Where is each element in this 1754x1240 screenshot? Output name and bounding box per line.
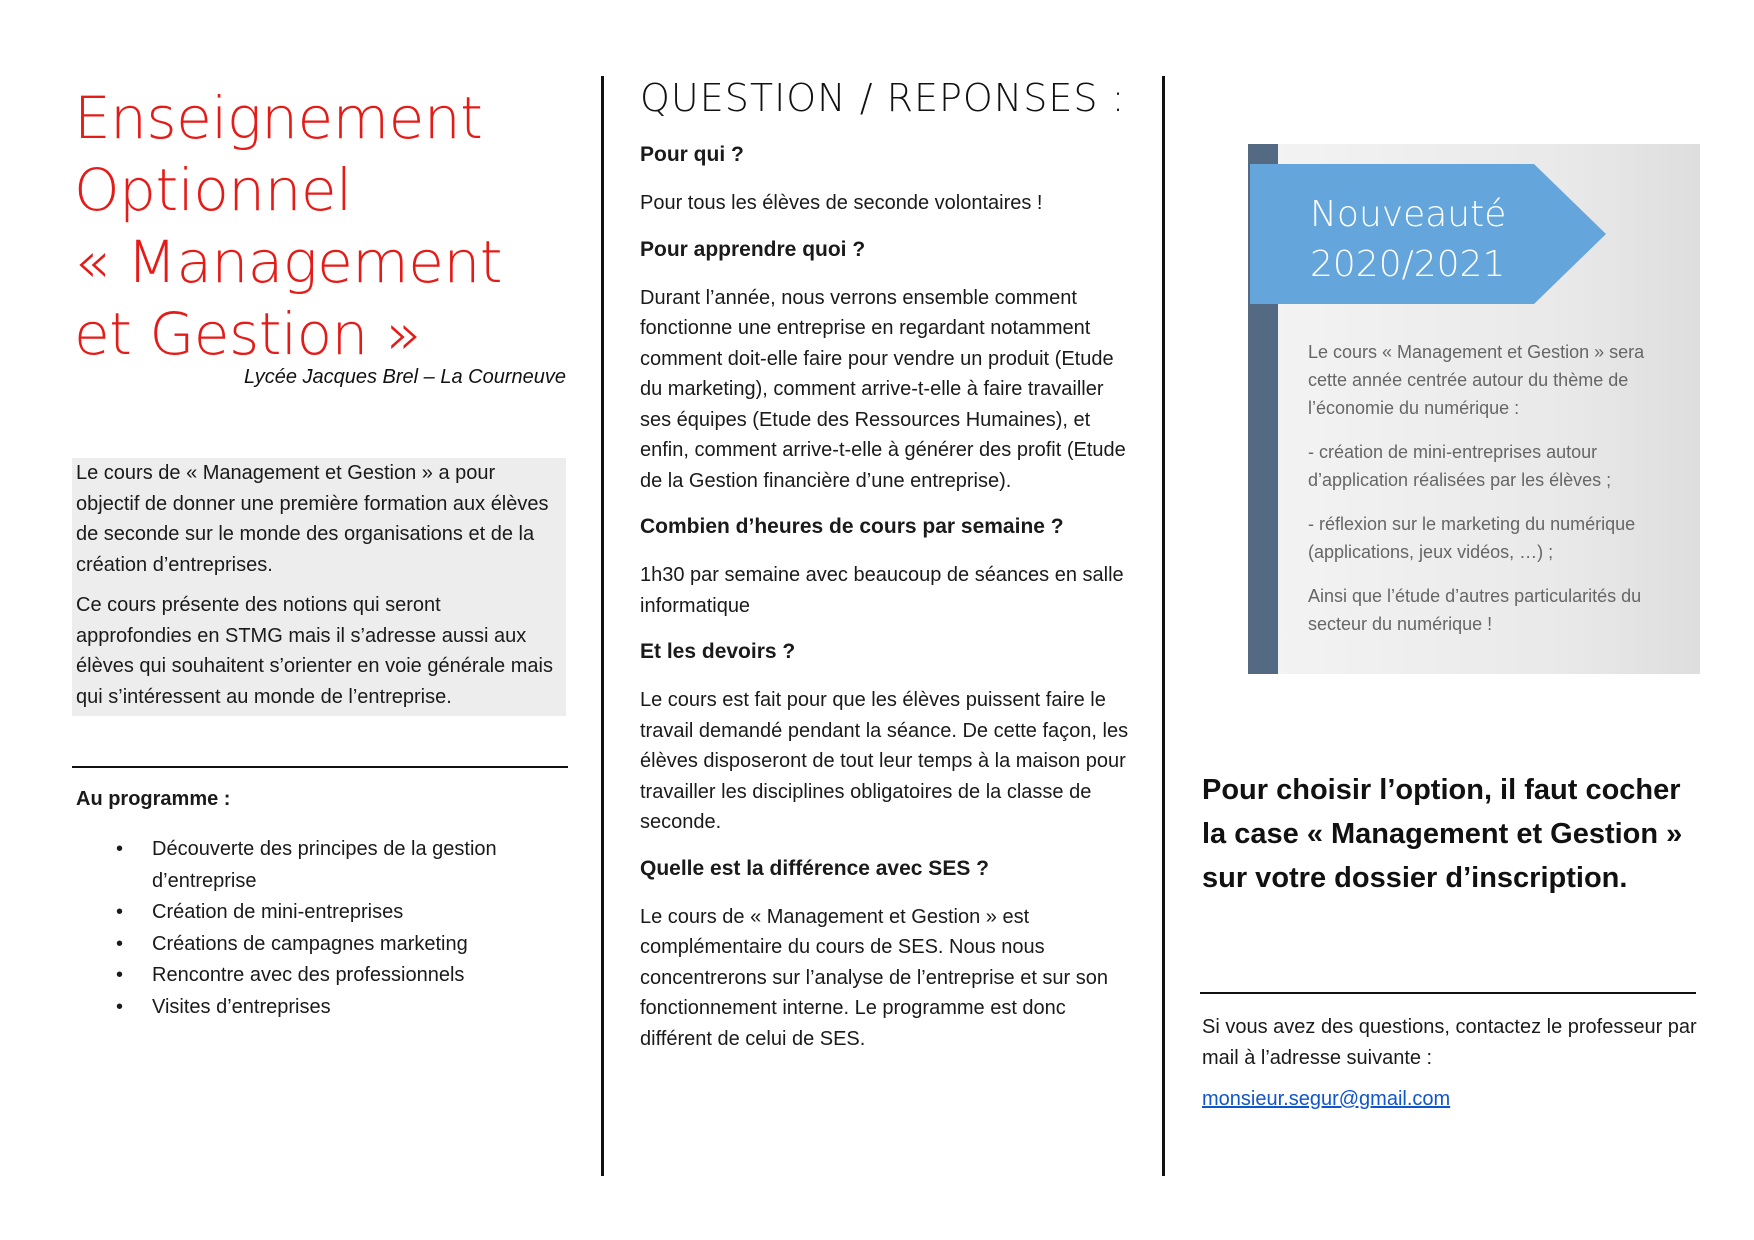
list-item [76,992,556,1024]
list-item-text: Créations de campagnes marketing [152,932,468,955]
banner-label [1310,190,1506,290]
bullet-icon: • [116,932,124,955]
answer: Le cours est fait pour que les élèves puissent faire le travail demandé pendant la séance. De cette façon, les élèves disposeront de tout leur temps à la maison pour travailler les disciplines obligatoires de la classe de seconde. [640,689,1129,833]
question: Quelle est la différence avec SES ? [640,856,989,880]
intro-paragraph: Ce cours présente des notions qui seront approfondies en STMG mais il s’adresse aussi aux élèves qui souhaitent s’orienter en voie générale mais qui s’intéressent au monde de l’entreprise. [76,594,553,708]
list-item [76,929,556,961]
intro-box [72,458,566,716]
title-line: et Gestion » [74,300,421,368]
question: Pour apprendre quoi ? [640,237,866,261]
bullet-icon: • [116,995,124,1018]
qa-heading: QUESTION / REPONSES : [640,76,1126,120]
question: Et les devoirs ? [640,640,796,663]
school-name: Lycée Jacques Brel – La Courneuve [243,366,566,388]
news-paragraph: Le cours « Management et Gestion » sera cette année centrée autour du thème de l’économie du numérique : [1308,342,1645,418]
intro-paragraph: Le cours de « Management et Gestion » a pour objectif de donner une première formation aux élèves de seconde sur le monde des organisations et de la création d’entreprises. [76,462,549,576]
title-line: « Management [74,228,502,296]
list-item [76,834,556,897]
column-divider-left [601,76,604,1176]
answer: Le cours de « Management et Gestion » est complémentaire du cours de SES. Nous nous concentrerons sur l’analyse de l’entreprise et sur son fonctionnement interne. Le programme est donc différent de celui de SES. [640,905,1109,1050]
question: Combien d’heures de cours par semaine ? [640,515,1064,538]
list-item-text: Visites d’entreprises [152,995,331,1018]
bullet-icon: • [116,838,124,860]
contact-text: Si vous avez des questions, contactez le professeur par mail à l’adresse suivante : [1202,1016,1697,1069]
answer: Pour tous les élèves de seconde volontaires ! [640,192,1043,214]
list-item-text: Création de mini-entreprises [152,901,404,923]
section-divider [1200,992,1696,994]
section-divider [72,766,568,768]
bullet-icon: • [116,964,124,986]
title-line: Enseignement [74,84,483,152]
answer: Durant l’année, nous verrons ensemble comment fonctionne une entreprise en regardant notamment comment doit-elle faire pour vendre un produit (Etude du marketing), comment arrive-t-elle à faire travailler ses équipes (Etude des Ressources Humaines), et enfin, comment arrive-t-elle à générer des profit (Etude de la Gestion financière d’une entreprise). [640,286,1126,492]
question: Pour qui ? [640,143,744,166]
banner-line: 2020/2021 [1310,244,1506,285]
program-list [76,834,556,1023]
news-box [1248,144,1700,674]
news-body [1308,338,1678,654]
list-item [76,897,556,929]
list-item [76,960,556,992]
qa-section [640,140,1138,1070]
banner-line: Nouveauté [1310,194,1507,235]
column-divider-right [1162,76,1165,1176]
call-to-action: Pour choisir l’option, il faut cocher la case « Management et Gestion » sur votre dossier d’inscription. [1202,774,1683,894]
list-item-text: Découverte des principes de la gestion d’entreprise [152,838,497,892]
email-link[interactable]: monsieur.segur@gmail.com [1202,1088,1451,1110]
answer: 1h30 par semaine avec beaucoup de séances en salle informatique [640,564,1124,617]
list-item-text: Rencontre avec des professionnels [152,964,465,986]
news-paragraph: - création de mini-entreprises autour d’application réalisées par les élèves ; [1308,442,1612,490]
news-paragraph: Ainsi que l’étude d’autres particularités du secteur du numérique ! [1308,586,1642,634]
title-line: Optionnel [74,156,352,224]
program-heading: Au programme : [76,788,231,810]
page-title [74,82,594,370]
news-paragraph: - réflexion sur le marketing du numérique (applications, jeux vidéos, …) ; [1308,514,1636,562]
bullet-icon: • [116,901,124,923]
